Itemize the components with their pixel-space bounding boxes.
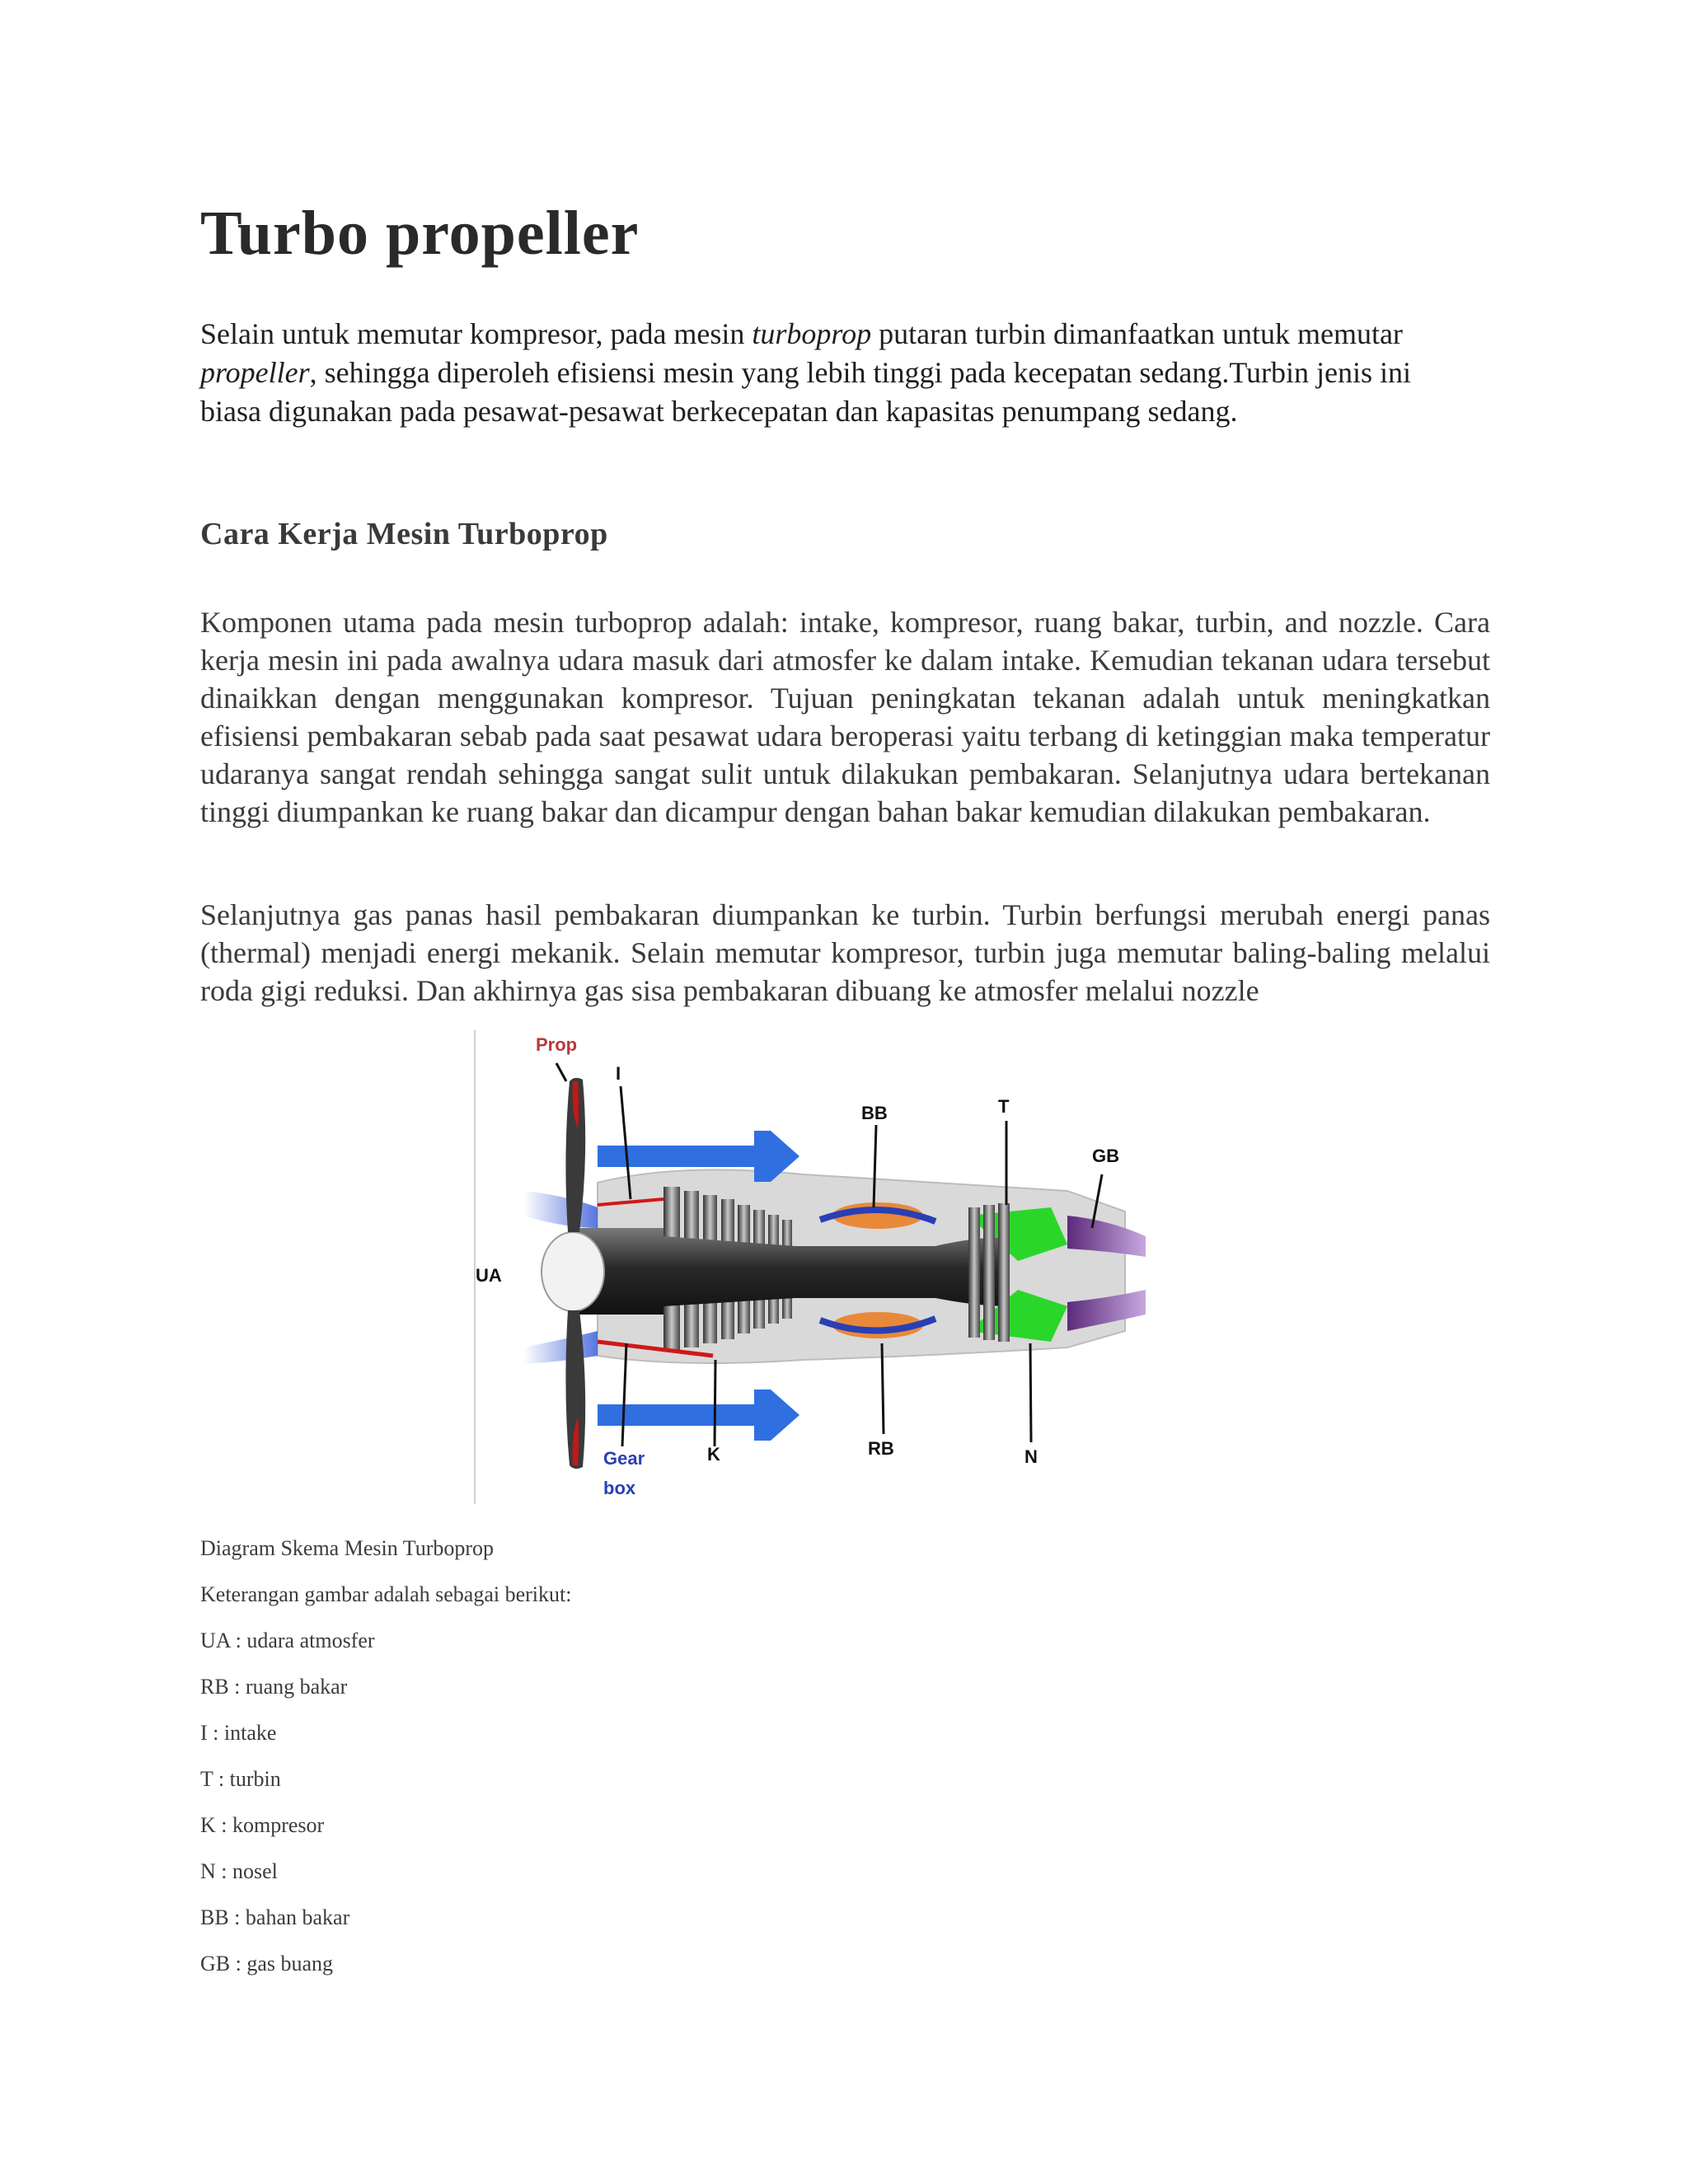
legend-item: BB : bahan bakar [200, 1905, 350, 1929]
label-prop: Prop [536, 1034, 578, 1055]
label-intake: I [616, 1063, 621, 1084]
label-ua: UA [476, 1265, 502, 1286]
legend-item: N : nosel [200, 1859, 278, 1883]
intro-italic-propeller: propeller [200, 356, 310, 389]
body-paragraph-1: Komponen utama pada mesin turboprop adalah: intake, kompresor, ruang bakar, turbin, and nozzle. Cara kerja mesin ini pada awalnya udara masuk dari atmosfer ke dalam intake. Kemudian tekanan udara tersebut dinaikkan dengan menggunakan kompresor. Tujuan peningkatan tekanan adalah untuk meningkatkan efisiensi pembakaran sebab pada saat pesawat udara beroperasi yaitu terbang di ketinggian maka temperatur udaranya sangat rendah sehingga sangat sulit untuk dilakukan pembakaran. Selanjutnya udara bertekanan tinggi diumpankan ke ruang bakar dan dicampur dengan bahan bakar kemudian dilakukan pembakaran. [200, 606, 1490, 828]
label-k: K [707, 1444, 720, 1465]
label-box: box [603, 1478, 636, 1498]
intro-text-1: Selain untuk memutar kompresor, pada mesin [200, 317, 753, 350]
turbine-stages [968, 1203, 1010, 1342]
label-t: T [998, 1096, 1010, 1117]
intro-paragraph [200, 315, 1470, 431]
legend-item: T : turbin [200, 1767, 281, 1791]
propeller-spinner [542, 1232, 604, 1311]
legend-item: UA : udara atmosfer [200, 1629, 375, 1652]
legend-item: K : kompresor [200, 1813, 325, 1837]
intake-airflow-lower [523, 1331, 598, 1364]
label-rb: RB [868, 1438, 894, 1459]
legend-item: I : intake [200, 1721, 277, 1745]
body-paragraph-2: Selanjutnya gas panas hasil pembakaran diumpankan ke turbin. Turbin berfungsi merubah energi panas (thermal) menjadi energi mekanik. Selain memutar kompresor, turbin juga memutar baling-baling melalui roda gigi reduksi. Dan akhirnya gas sisa pembakaran dibuang ke atmosfer melalui nozzle [200, 898, 1490, 1007]
legend-intro: Keterangan gambar adalah sebagai berikut: [200, 1582, 572, 1606]
turboprop-diagram [474, 1030, 1150, 1504]
legend-item: RB : ruang bakar [200, 1675, 348, 1699]
label-gb: GB [1092, 1146, 1119, 1166]
intake-airflow-upper [523, 1191, 598, 1228]
intro-text-3: , sehingga diperoleh efisiensi mesin yang lebih tinggi pada kecepatan sedang.Turbin jenis ini biasa digunakan pada pesawat-pesawat berkecepatan dan kapasitas penumpang sedang. [200, 356, 1412, 428]
diagram-caption: Diagram Skema Mesin Turboprop [200, 1536, 495, 1560]
label-n: N [1025, 1446, 1038, 1467]
legend-item: GB : gas buang [200, 1952, 334, 1975]
intro-text-2: putaran turbin dimanfaatkan untuk memutar [871, 317, 1403, 350]
section-heading: Cara Kerja Mesin Turboprop [200, 517, 608, 551]
intro-italic-turboprop: turboprop [752, 317, 872, 350]
label-bb: BB [861, 1103, 888, 1123]
airflow-arrow-lower [598, 1390, 799, 1441]
page-title: Turbo propeller [200, 199, 640, 268]
label-gear: Gear [603, 1448, 645, 1469]
